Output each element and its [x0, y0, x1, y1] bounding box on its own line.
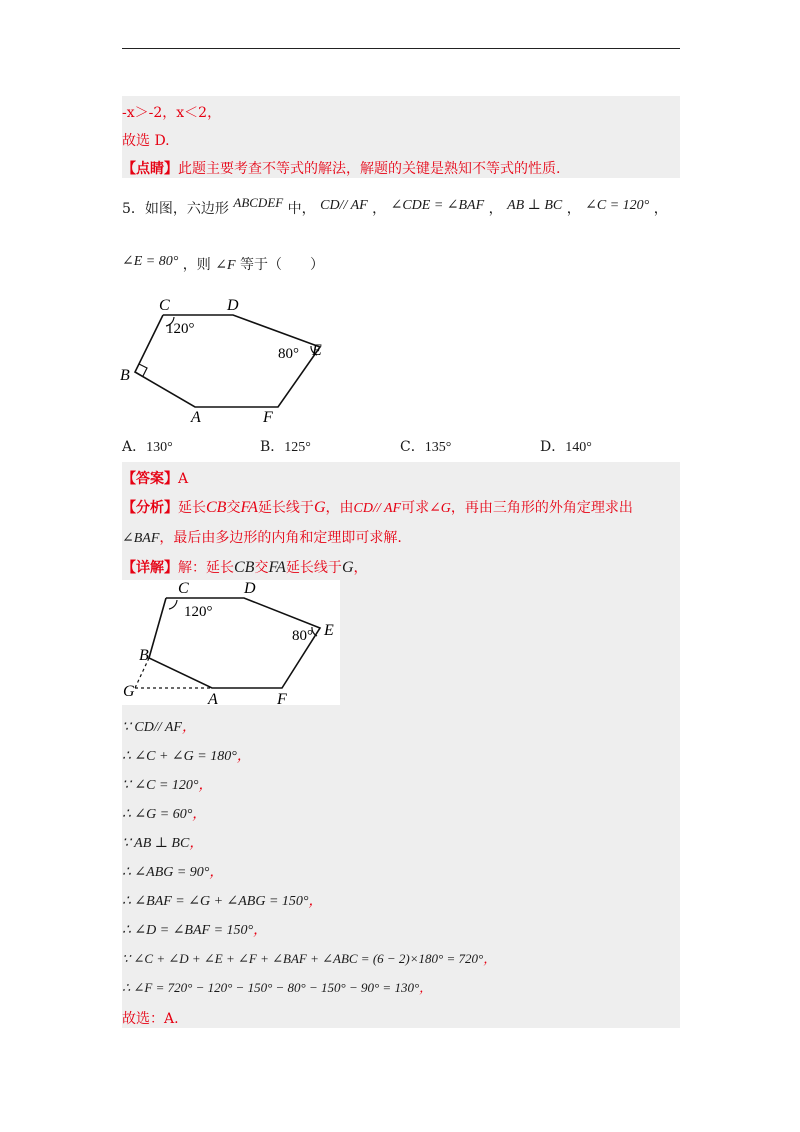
question-number: 5．如图，六边形 — [122, 201, 229, 217]
step-text: ∴ ∠BAF = ∠G + ∠ABG = 150° — [122, 894, 309, 909]
vertex-d-label: D — [244, 580, 256, 597]
proof-step-9 — [122, 948, 496, 967]
comma: ， — [566, 201, 581, 217]
angle-c-label: 120° — [184, 604, 213, 620]
detail-g: G — [341, 559, 354, 576]
analysis-text: ，最后由多边形的内角和定理即可求解. — [159, 530, 402, 546]
proof-step-7 — [122, 890, 323, 910]
analysis-text: ，由 — [325, 500, 354, 516]
condition-parallel: CD// AF — [320, 198, 368, 213]
analysis-fa: FA — [240, 499, 258, 516]
option-c-label: C． — [400, 439, 425, 455]
step-comma: ， — [198, 778, 213, 793]
answer-text: A — [178, 471, 189, 487]
question-5-line-1 — [122, 195, 668, 218]
hexagon-figure — [115, 292, 340, 427]
answer-label: 【答案】 — [122, 471, 178, 487]
comma: ， — [653, 201, 668, 217]
analysis-text: 延长 — [178, 500, 206, 516]
extended-hexagon-figure — [122, 580, 340, 705]
proof-step-5 — [122, 832, 203, 852]
vertex-c-label: C — [159, 297, 170, 314]
option-a[interactable] — [122, 436, 173, 456]
option-b[interactable] — [260, 436, 311, 456]
tip-label: 【点睛】 — [122, 161, 178, 177]
option-b-label: B． — [260, 439, 285, 455]
detail-text: 解：延长 — [178, 560, 234, 576]
vertex-b-label: B — [139, 647, 149, 664]
vertex-b-label: B — [120, 367, 130, 384]
proof-step-6 — [122, 861, 223, 881]
vertex-a-label: A — [208, 691, 218, 705]
condition-angle-e: ∠E = 80° — [122, 254, 179, 269]
detail-text: ， — [353, 560, 368, 576]
step-text: ∴ ∠ABG = 90° — [122, 865, 210, 880]
option-d-label: D． — [540, 439, 566, 455]
option-c[interactable] — [400, 436, 451, 456]
step-comma: ， — [308, 894, 323, 909]
comma: ， — [372, 201, 387, 217]
analysis-text: ，再由三角形的外角定理求出 — [450, 500, 633, 516]
step-comma: ， — [419, 980, 433, 995]
angle-e-label: 80° — [292, 628, 313, 644]
condition-perpendicular: AB ⊥ BC — [507, 198, 563, 213]
step-text: ∵ AB ⊥ BC — [122, 836, 190, 851]
detail-fa: FA — [268, 559, 286, 576]
step-comma: ， — [192, 807, 207, 822]
vertex-c-label: C — [178, 580, 189, 597]
step-text: ∴ ∠C + ∠G = 180° — [122, 749, 237, 764]
step-comma: ， — [236, 749, 251, 764]
option-d[interactable] — [540, 436, 592, 456]
analysis-text: 可求 — [401, 500, 430, 516]
option-b-value: 125° — [284, 440, 311, 455]
step-comma: ， — [189, 836, 204, 851]
question-prompt: 等于（ ） — [239, 257, 324, 273]
analysis-angle-g: ∠G — [429, 501, 451, 516]
angle-c-label: 120° — [166, 321, 195, 337]
detail-label: 【详解】 — [122, 560, 178, 576]
vertex-a-label: A — [191, 409, 201, 426]
proof-step-3 — [122, 774, 213, 794]
detail-text: 延长线于 — [285, 560, 342, 576]
prev-line-2: 故选 D. — [122, 133, 170, 149]
analysis-line-1 — [122, 497, 633, 517]
condition-angle-c: ∠C = 120° — [585, 198, 650, 213]
analysis-label: 【分析】 — [122, 500, 178, 516]
answer-line — [122, 468, 188, 488]
analysis-line-2 — [122, 527, 402, 547]
vertex-e-label: E — [324, 622, 334, 639]
step-comma: ， — [182, 720, 196, 735]
tip-text: 此题主要考查不等式的解法，解题的关键是熟知不等式的性质. — [178, 161, 561, 177]
angle-e-label: 80° — [278, 346, 299, 362]
hexagon-name: ABCDEF — [233, 195, 284, 210]
step-text: ∵ ∠C = 120° — [122, 778, 199, 793]
vertex-f-label: F — [263, 409, 273, 426]
detail-text: 交 — [254, 560, 269, 576]
analysis-g: G — [313, 499, 326, 516]
detail-line — [122, 557, 368, 577]
vertex-e-label: E — [312, 342, 322, 359]
comma: ， — [488, 201, 503, 217]
option-a-label: A． — [122, 439, 147, 455]
vertex-g-label: G — [123, 683, 135, 700]
step-comma: ， — [483, 951, 497, 966]
text-zhong: 中， — [287, 201, 316, 217]
step-text: ∴ ∠D = ∠BAF = 150° — [122, 923, 254, 938]
proof-step-2 — [122, 745, 251, 765]
vertex-d-label: D — [227, 297, 239, 314]
step-comma: ， — [253, 923, 268, 938]
conclusion: 故选：A. — [122, 1011, 179, 1027]
proof-step-8 — [122, 919, 267, 939]
option-d-value: 140° — [565, 440, 592, 455]
option-a-value: 130° — [146, 440, 173, 455]
text-ze: ，则 — [182, 257, 211, 273]
analysis-text: 交 — [226, 500, 241, 516]
analysis-text: 延长线于 — [257, 500, 314, 516]
angle-f: ∠F — [215, 258, 236, 273]
step-text: ∴ ∠G = 60° — [122, 807, 193, 822]
proof-step-10 — [122, 977, 432, 996]
step-comma: ， — [209, 865, 224, 880]
header-rule — [122, 48, 680, 49]
proof-step-1 — [122, 716, 196, 736]
prev-line-1: -x＞-2，x＜2， — [122, 105, 222, 121]
analysis-baf: ∠BAF — [122, 531, 160, 546]
vertex-f-label: F — [277, 691, 287, 705]
analysis-cd-af: CD// AF — [353, 501, 402, 516]
step-text: ∵ ∠C + ∠D + ∠E + ∠F + ∠BAF + ∠ABC = (6 − 2)×180° = 720° — [122, 951, 484, 966]
option-c-value: 135° — [424, 440, 452, 455]
step-text: ∴ ∠F = 720° − 120° − 150° − 80° − 150° − 90° = 130° — [122, 980, 420, 995]
detail-cb: CB — [234, 559, 255, 576]
condition-angles-equal: ∠CDE = ∠BAF — [390, 198, 485, 213]
question-5-line-2 — [122, 254, 324, 274]
step-text: ∵ CD// AF — [122, 720, 182, 735]
tip-line — [122, 158, 560, 178]
proof-step-4 — [122, 803, 206, 823]
analysis-cb: CB — [206, 499, 227, 516]
